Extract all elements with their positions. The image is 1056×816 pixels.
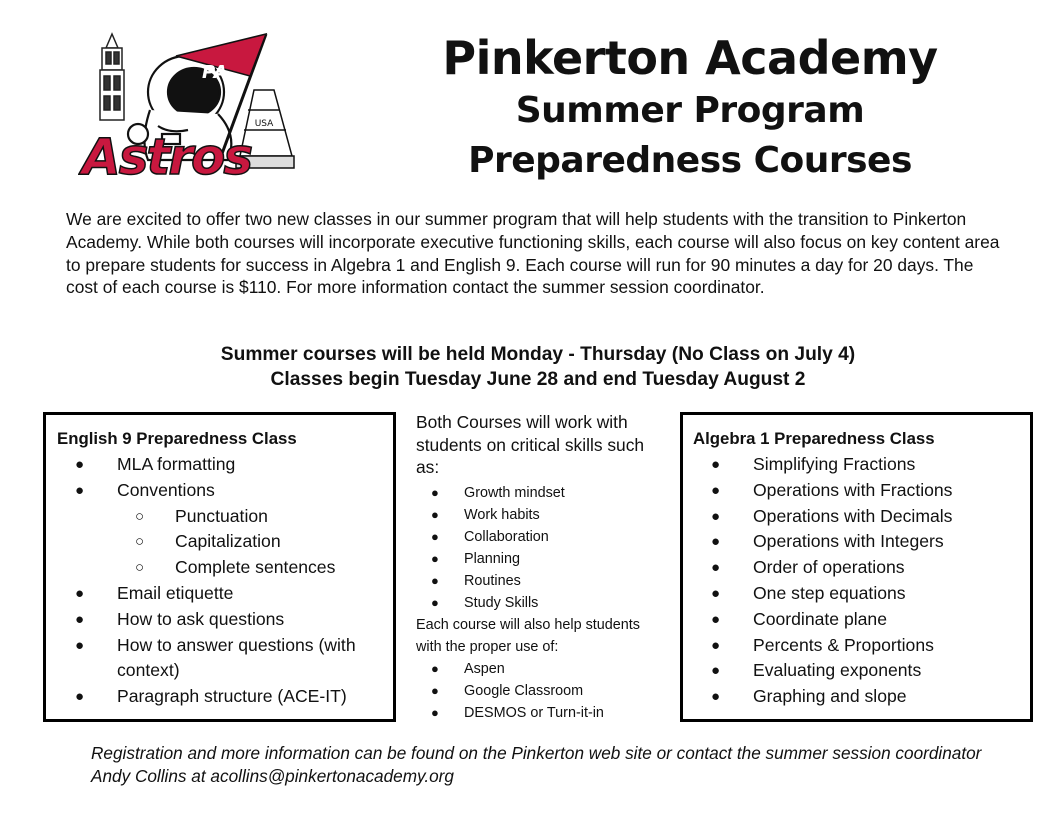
hollow-bullet-icon: ○ (135, 507, 145, 525)
list-item: ○ Punctuation (57, 504, 383, 530)
bullet-icon: ● (431, 660, 439, 676)
flag-text: PA (202, 62, 228, 83)
bullet-icon: ● (431, 594, 439, 610)
list-item: ● Google Classroom (416, 680, 666, 702)
bullet-icon: ● (75, 636, 85, 654)
bullet-icon: ● (75, 688, 85, 706)
bullet-icon: ● (431, 484, 439, 500)
title-line-3: Preparedness Courses (468, 140, 912, 181)
skills-list (416, 482, 666, 614)
bullet-icon: ● (75, 456, 85, 473)
bullet-icon: ● (711, 584, 721, 602)
bullet-icon: ● (711, 688, 721, 706)
english-course-title: English 9 Preparedness Class (57, 429, 297, 448)
hollow-bullet-icon: ○ (135, 533, 145, 551)
list-item: ○ Complete sentences (57, 555, 383, 581)
list-item: ● Coordinate plane (693, 607, 1020, 633)
capsule-text: USA (254, 119, 274, 129)
registration-footer: Registration and more information can be found on the Pinkerton web site or contact the summer session coordinator Andy Collins at acollins@pinkertonacademy.org (91, 743, 982, 786)
list-item: ● Percents & Proportions (693, 633, 1020, 659)
algebra-topic-list (693, 452, 1020, 710)
list-item: ● Conventions ○ Punctuation ○ Capitalization ○ Complete sentences (57, 478, 383, 581)
schedule-notice (0, 342, 1056, 392)
bullet-icon: ● (431, 682, 439, 698)
schedule-line-1: Summer courses will be held Monday - Thursday (No Class on July 4) (220, 344, 856, 365)
bullet-icon: ● (711, 533, 721, 551)
list-item: ● How to answer questions (with context) (75, 634, 356, 681)
list-item: ● Collaboration (416, 526, 666, 548)
title-line-2: Summer Program (515, 90, 865, 131)
list-item: ● Operations with Decimals (693, 504, 1020, 530)
intro-paragraph: We are excited to offer two new classes in our summer program that will help students with the transition to Pinkerton Academy. While both courses will incorporate executive functioning skills, each course will also focus on key content area to prepare students for success in Algebra 1 and English 9. Each course will run for 90 minutes a day for 20 days. The cost of each course is $110. For more information contact the summer session coordinator. (66, 209, 1000, 298)
list-item: ● Aspen (416, 658, 666, 680)
logo-wordmark: Astros (82, 128, 252, 182)
page-title (440, 30, 940, 186)
list-item: ○ Capitalization (57, 529, 383, 555)
bullet-icon: ● (431, 528, 439, 544)
bullet-icon: ● (75, 584, 85, 602)
list-item: ● Growth mindset (416, 482, 666, 504)
shared-skills-column (416, 411, 666, 724)
conventions-sublist (117, 504, 383, 581)
list-item: ● MLA formatting (57, 452, 383, 478)
shared-skills-heading: Both Courses will work with students on critical skills such as: (416, 412, 645, 477)
list-item: ● Graphing and slope (693, 684, 1020, 710)
title-line-1: Pinkerton Academy (442, 31, 938, 85)
bullet-icon: ● (711, 559, 721, 577)
list-item: ● Paragraph structure (ACE-IT) (57, 684, 383, 710)
tools-heading: Each course will also help students with the proper use of: (416, 616, 640, 655)
bullet-icon: ● (431, 704, 439, 720)
algebra-course-box (680, 412, 1033, 722)
astros-logo (78, 30, 300, 182)
bullet-icon: ● (711, 636, 721, 654)
tools-list (416, 658, 666, 724)
schedule-line-2: Classes begin Tuesday June 28 and end Tuesday August 2 (270, 369, 806, 390)
list-item: ● Operations with Fractions (693, 478, 1020, 504)
bullet-icon: ● (711, 481, 721, 499)
bullet-icon: ● (711, 610, 721, 628)
bullet-icon: ● (75, 610, 85, 628)
bullet-icon: ● (431, 506, 439, 522)
list-item: ● Simplifying Fractions (693, 452, 1020, 478)
bullet-icon: ● (711, 456, 721, 473)
list-item: ● Email etiquette (57, 581, 383, 607)
tower-graphic (100, 34, 124, 120)
bullet-icon: ● (431, 550, 439, 566)
algebra-course-title: Algebra 1 Preparedness Class (693, 429, 935, 448)
english-topic-list (57, 452, 383, 710)
hollow-bullet-icon: ○ (135, 559, 145, 577)
bullet-icon: ● (711, 507, 721, 525)
list-item: ● Routines (416, 570, 666, 592)
list-item: ● Evaluating exponents (693, 658, 1020, 684)
list-item: ● DESMOS or Turn-it-in (416, 702, 666, 724)
list-item: ● Order of operations (693, 555, 1020, 581)
list-item: ● One step equations (693, 581, 1020, 607)
list-item: ● Work habits (416, 504, 666, 526)
english-course-box (43, 412, 396, 722)
bullet-icon: ● (711, 662, 721, 680)
list-item: ● How to ask questions (57, 607, 383, 633)
list-item: ● Study Skills (416, 592, 666, 614)
bullet-icon: ● (431, 572, 439, 588)
bullet-icon: ● (75, 481, 85, 499)
list-item: ● Planning (416, 548, 666, 570)
list-item: ● Operations with Integers (693, 529, 1020, 555)
